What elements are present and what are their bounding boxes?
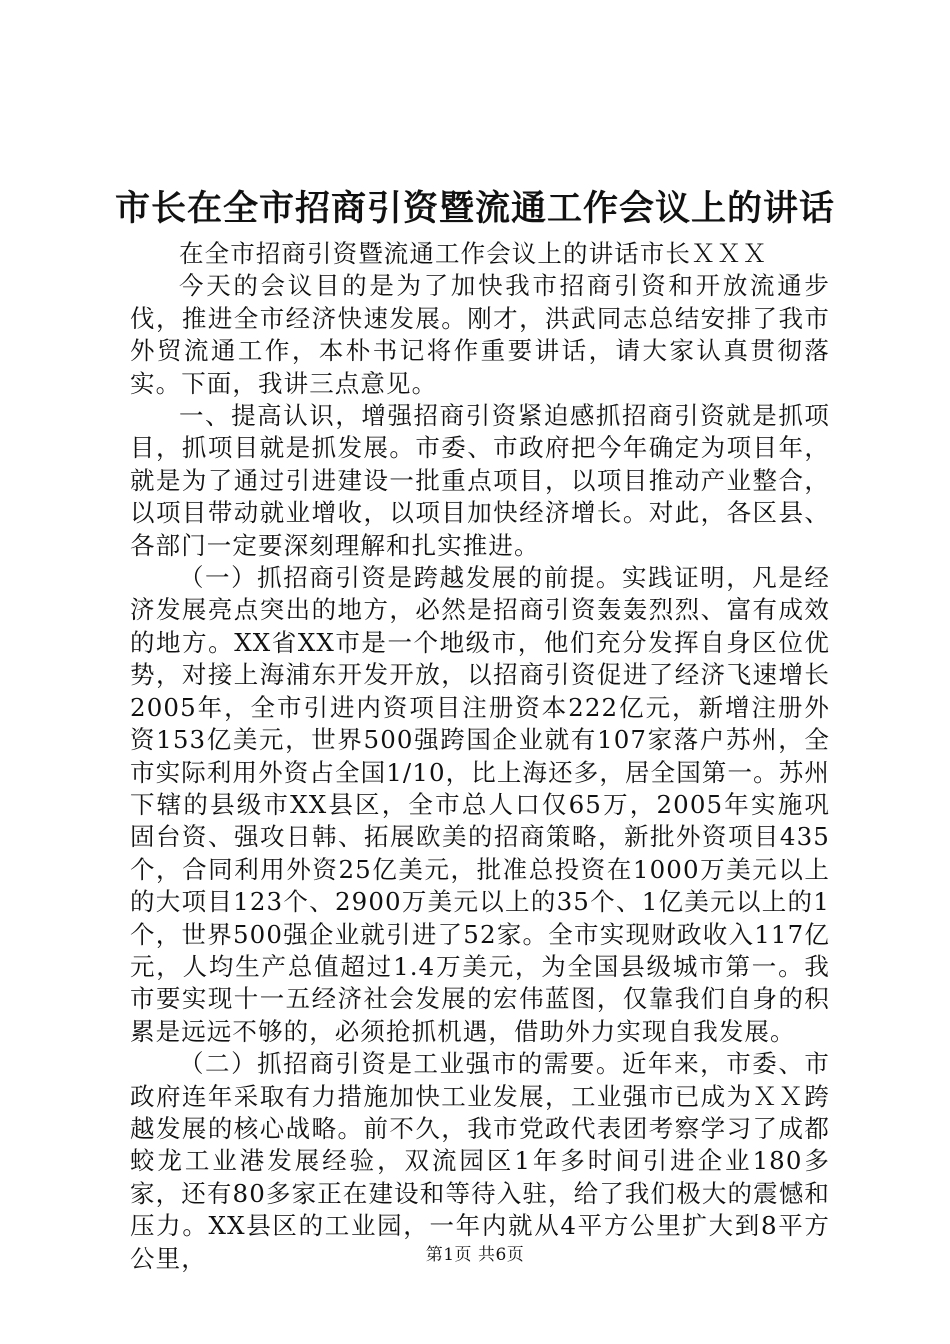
paragraph-section-one: 一、提高认识，增强招商引资紧迫感抓招商引资就是抓项目，抓项目就是抓发展。市委、市政府把今年确定为项目年，就是为了通过引进建设一批重点项目，以项目推动产业整合，以项目带动就业增收，以项目加快经济增长。对此，各区县、各部门一定要深刻理解和扎实推进。 bbox=[130, 401, 830, 560]
page-number-footer: 第1页 共6页 bbox=[425, 1245, 525, 1265]
paragraph-subtitle: 在全市招商引资暨流通工作会议上的讲话市长ＸＸＸ bbox=[179, 239, 768, 268]
paragraph-point-one: （一）抓招商引资是跨越发展的前提。实践证明，凡是经济发展亮点突出的地方，必然是招商引资轰轰烈烈、富有成效的地方。XX省XX市是一个地级市，他们充分发挥自身区位优势，对接上海浦东开发开放，以招商引资促进了经济飞速增长2005年，全市引进内资项目注册资本222亿元，新增注册外资153亿美元，世界500强跨国企业就有107家落户苏州，全市实际利用外资占全国1/10，比上海还多，居全国第一。苏州下辖的县级市XX县区，全市总人口仅65万，2005年实施巩固台资、强攻日韩、拓展欧美的招商策略，新批外资项目435个，合同利用外资25亿美元，批准总投资在1000万美元以上的大项目123个、2900万美元以上的35个、1亿美元以上的1个，世界500强企业就引进了52家。全市实现财政收入117亿元，人均生产总值超过1.4万美元，为全国县级城市第一。我市要实现十一五经济社会发展的宏伟蓝图，仅靠我们自身的积累是远远不够的，必须抢抓机遇，借助外力实现自我发展。 bbox=[130, 563, 830, 1046]
document-title: 市长在全市招商引资暨流通工作会议上的讲话 bbox=[114, 188, 835, 229]
paragraph-intro: 今天的会议目的是为了加快我市招商引资和开放流通步伐，推进全市经济快速发展。刚才，洪武同志总结安排了我市外贸流通工作，本朴书记将作重要讲话，请大家认真贯彻落实。下面，我讲三点意见。 bbox=[130, 271, 830, 398]
document-body bbox=[130, 238, 830, 1275]
paragraph-point-two: （二）抓招商引资是工业强市的需要。近年来，市委、市政府连年采取有力措施加快工业发展，工业强市已成为ＸＸ跨越发展的核心战略。前不久，我市党政代表团考察学习了成都蛟龙工业港发展经验，双流园区1年多时间引进企业180多家，还有80多家正在建设和等待入驻，给了我们极大的震憾和压力。XX县区的工业园，一年内就从4平方公里扩大到8平方公里， bbox=[130, 1049, 830, 1273]
